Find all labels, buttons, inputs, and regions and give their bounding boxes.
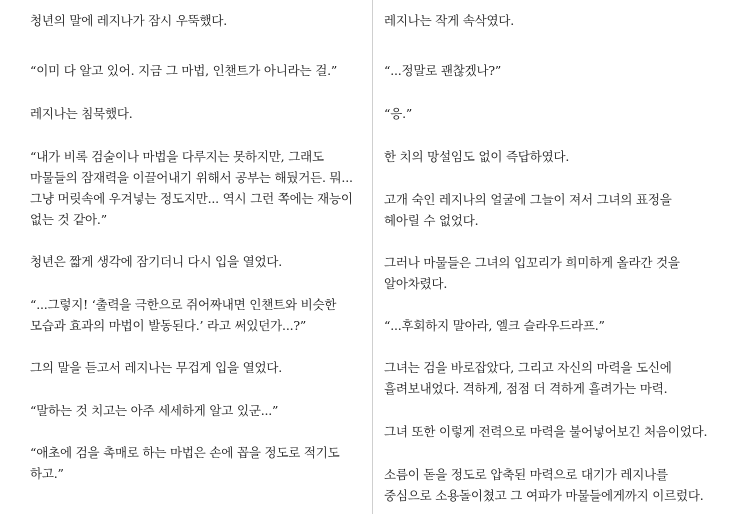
text-line: “내가 비록 검술이나 마법을 다루지는 못하지만, 그래도	[30, 149, 324, 164]
text-line: 헤아릴 수 없었다.	[384, 213, 479, 228]
text-line: 그의 말을 듣고서 레지나는 무겁게 입을 열었다.	[30, 360, 283, 375]
page-divider	[372, 0, 373, 514]
paragraph	[30, 251, 282, 272]
paragraph	[384, 421, 707, 442]
paragraph	[30, 442, 340, 484]
text-line: 흘려보내었다. 격하게, 점점 더 격하게 흘려가는 마력.	[384, 381, 668, 396]
paragraph	[384, 146, 569, 167]
text-line: 알아차렸다.	[384, 276, 448, 291]
paragraph	[384, 464, 704, 506]
text-line: 청년의 말에 레지나가 잠시 우뚝했다.	[30, 13, 227, 28]
paragraph	[30, 357, 282, 378]
text-line: 소름이 돋을 정도로 압축된 마력으로 대기가 레지나를	[384, 467, 668, 482]
paragraph	[30, 10, 227, 31]
text-line: 레지나는 침묵했다.	[30, 106, 133, 121]
paragraph	[384, 10, 514, 31]
text-line: “애초에 검을 촉매로 하는 마법은 손에 꼽을 정도로 적기도	[30, 445, 340, 460]
text-line: 마물들의 잠재력을 이끌어내기 위해서 공부는 해뒀거든. 뭐...	[30, 170, 353, 185]
paragraph	[30, 60, 337, 81]
right-page	[384, 0, 724, 514]
text-line: 그냥 머릿속에 우겨넣는 정도지만... 역시 그런 쪽에는 재능이	[30, 191, 353, 206]
paragraph	[384, 315, 605, 336]
text-line: “응.”	[384, 106, 413, 121]
text-line: “말하는 것 치고는 아주 세세하게 알고 있군...”	[30, 403, 279, 418]
paragraph	[384, 357, 672, 399]
text-line: 그녀는 검을 바로잡았다, 그리고 자신의 마력을 도신에	[384, 360, 672, 375]
paragraph	[384, 189, 672, 231]
text-line: “이미 다 알고 있어. 지금 그 마법, 인챈트가 아니라는 걸.”	[30, 63, 338, 78]
paragraph	[30, 400, 278, 421]
left-page	[30, 0, 360, 514]
text-line: “...후회하지 말아라, 엘크 슬라우드라프.”	[384, 318, 605, 333]
paragraph	[30, 103, 133, 124]
text-line: “...정말로 괜찮겠나?”	[384, 63, 502, 78]
paragraph	[30, 146, 353, 230]
paragraph	[384, 252, 680, 294]
text-line: 모습과 효과의 마법이 발동된다.’ 라고 써있던가...?”	[30, 318, 307, 333]
text-line: 중심으로 소용돌이쳤고 그 여파가 마물들에게까지 이르렀다.	[384, 488, 704, 503]
text-line: 하고.”	[30, 466, 64, 481]
paragraph	[30, 294, 336, 336]
text-line: 없는 것 같아.”	[30, 212, 107, 227]
text-line: 청년은 짧게 생각에 잠기더니 다시 입을 열었다.	[30, 254, 283, 269]
text-line: 한 치의 망설임도 없이 즉답하였다.	[384, 149, 570, 164]
text-line: 그러나 마물들은 그녀의 입꼬리가 희미하게 올라간 것을	[384, 255, 680, 270]
paragraph	[384, 103, 412, 124]
paragraph	[384, 60, 501, 81]
text-line: 고개 숙인 레지나의 얼굴에 그늘이 져서 그녀의 표정을	[384, 192, 672, 207]
text-line: 그녀 또한 이렇게 전력으로 마력을 불어넣어보긴 처음이었다.	[384, 424, 708, 439]
text-line: “...그렇지! ‘출력을 극한으로 쥐어짜내면 인챈트와 비슷한	[30, 297, 337, 312]
text-line: 레지나는 작게 속삭였다.	[384, 13, 515, 28]
